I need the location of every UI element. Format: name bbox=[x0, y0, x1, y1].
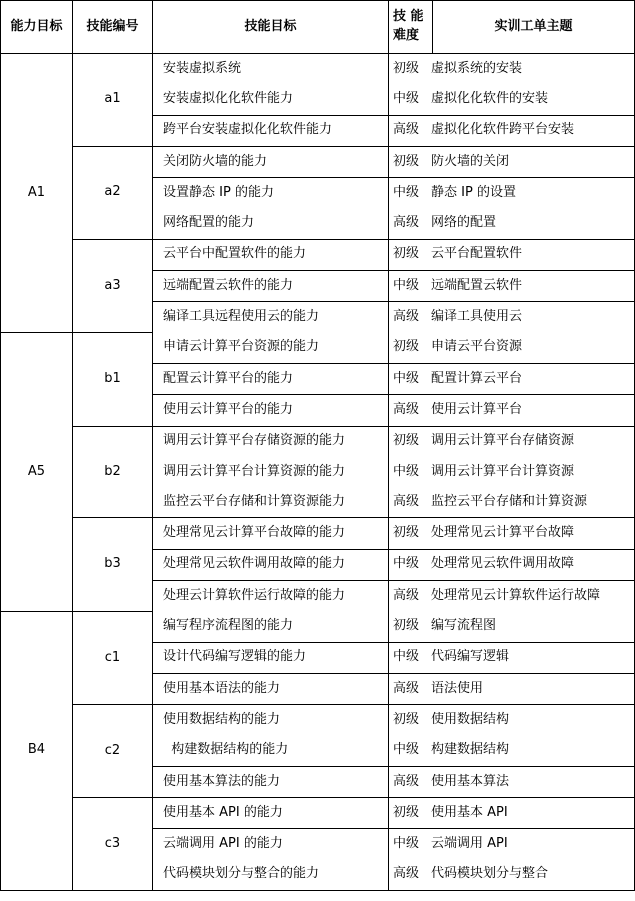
goal-cell: 使用基本算法的能力 bbox=[153, 766, 389, 797]
level-topic-cell bbox=[389, 549, 635, 580]
code-cell: a2 bbox=[73, 146, 153, 239]
topic-text: 虚拟系统的安装 bbox=[431, 60, 523, 76]
table-row bbox=[1, 146, 635, 177]
code-cell: b2 bbox=[73, 426, 153, 518]
topic-text: 调用云计算平台计算资源 bbox=[431, 463, 575, 479]
goal-cell: 使用基本语法的能力 bbox=[153, 673, 389, 704]
level-topic-cell bbox=[389, 54, 635, 85]
table-row bbox=[1, 54, 635, 85]
goal-cell: 调用云计算平台存储资源的能力 bbox=[153, 426, 389, 457]
level-topic-cell bbox=[389, 395, 635, 426]
goal-cell: 申请云计算平台资源的能力 bbox=[153, 333, 389, 364]
level-text: 初级 bbox=[393, 711, 420, 727]
topic-text: 使用云计算平台 bbox=[431, 401, 523, 417]
table-row bbox=[1, 239, 635, 270]
goal-cell: 配置云计算平台的能力 bbox=[153, 363, 389, 394]
topic-text: 静态 IP 的设置 bbox=[431, 184, 516, 200]
goal-cell: 云平台中配置软件的能力 bbox=[153, 239, 389, 270]
ability-cell: A1 bbox=[1, 54, 73, 333]
level-text: 中级 bbox=[393, 742, 420, 758]
topic-text: 云端调用 API bbox=[431, 836, 508, 852]
table-row bbox=[1, 611, 635, 642]
goal-cell: 处理云计算软件运行故障的能力 bbox=[153, 581, 389, 612]
topic-text: 监控云平台存储和计算资源 bbox=[431, 493, 588, 509]
topic-text: 虚拟化化软件的安装 bbox=[431, 90, 549, 106]
level-text: 中级 bbox=[393, 90, 420, 106]
level-text: 高级 bbox=[393, 122, 420, 138]
level-text: 高级 bbox=[393, 215, 420, 231]
goal-cell: 网络配置的能力 bbox=[153, 208, 389, 239]
level-text: 中级 bbox=[393, 649, 420, 665]
goal-cell: 安装虚拟化化软件能力 bbox=[153, 84, 389, 115]
level-topic-cell bbox=[389, 457, 635, 487]
goal-cell: 安装虚拟系统 bbox=[153, 54, 389, 85]
level-topic-cell bbox=[389, 487, 635, 518]
topic-text: 代码编写逻辑 bbox=[431, 649, 510, 665]
level-text: 中级 bbox=[393, 184, 420, 200]
goal-cell: 监控云平台存储和计算资源能力 bbox=[153, 487, 389, 518]
level-topic-cell bbox=[389, 84, 635, 115]
level-text: 高级 bbox=[393, 401, 420, 417]
header-difficulty-line1: 技 能 bbox=[393, 9, 424, 25]
level-text: 高级 bbox=[393, 773, 420, 789]
level-topic-cell bbox=[389, 798, 635, 829]
header-difficulty-line2: 难度 bbox=[393, 28, 420, 43]
table-row bbox=[1, 705, 635, 736]
level-topic-cell bbox=[389, 766, 635, 797]
header-difficulty bbox=[389, 1, 433, 54]
level-topic-cell bbox=[389, 705, 635, 736]
topic-text: 编译工具使用云 bbox=[431, 309, 523, 325]
level-topic-cell bbox=[389, 642, 635, 673]
level-text: 初级 bbox=[393, 339, 420, 355]
topic-text: 处理常见云计算软件运行故障 bbox=[431, 587, 601, 603]
level-topic-cell bbox=[389, 178, 635, 209]
level-text: 初级 bbox=[393, 433, 420, 449]
level-topic-cell bbox=[389, 426, 635, 457]
goal-cell: 编写程序流程图的能力 bbox=[153, 611, 389, 642]
level-text: 初级 bbox=[393, 60, 420, 76]
level-text: 高级 bbox=[393, 680, 420, 696]
level-topic-cell bbox=[389, 239, 635, 270]
topic-text: 处理常见云计算平台故障 bbox=[431, 525, 575, 541]
code-cell: a3 bbox=[73, 239, 153, 332]
topic-text: 调用云计算平台存储资源 bbox=[431, 433, 575, 449]
level-topic-cell bbox=[389, 333, 635, 364]
level-topic-cell bbox=[389, 302, 635, 333]
level-text: 中级 bbox=[393, 463, 420, 479]
header-ability: 能力目标 bbox=[1, 1, 73, 54]
topic-text: 配置计算云平台 bbox=[431, 370, 523, 386]
topic-text: 代码模块划分与整合 bbox=[431, 866, 549, 882]
topic-text: 网络的配置 bbox=[431, 215, 497, 231]
header-code: 技能编号 bbox=[73, 1, 153, 54]
level-text: 中级 bbox=[393, 556, 420, 572]
level-text: 高级 bbox=[393, 587, 420, 603]
level-text: 初级 bbox=[393, 804, 420, 820]
level-text: 中级 bbox=[393, 836, 420, 852]
goal-cell: 编译工具远程使用云的能力 bbox=[153, 302, 389, 333]
goal-cell: 使用数据结构的能力 bbox=[153, 705, 389, 736]
level-topic-cell bbox=[389, 611, 635, 642]
code-cell: c3 bbox=[73, 798, 153, 891]
ability-cell: B4 bbox=[1, 611, 73, 890]
level-text: 初级 bbox=[393, 618, 420, 634]
header-goal: 技能目标 bbox=[153, 1, 389, 54]
topic-text: 虚拟化化软件跨平台安装 bbox=[431, 122, 575, 138]
topic-text: 语法使用 bbox=[431, 680, 484, 696]
level-topic-cell bbox=[389, 829, 635, 860]
level-text: 高级 bbox=[393, 309, 420, 325]
level-topic-cell bbox=[389, 518, 635, 549]
level-topic-cell bbox=[389, 146, 635, 177]
goal-cell: 代码模块划分与整合的能力 bbox=[153, 860, 389, 891]
topic-text: 使用数据结构 bbox=[431, 711, 510, 727]
level-text: 中级 bbox=[393, 277, 420, 293]
topic-text: 云平台配置软件 bbox=[431, 246, 523, 262]
goal-cell: 设置静态 IP 的能力 bbox=[153, 178, 389, 209]
goal-cell: 使用云计算平台的能力 bbox=[153, 395, 389, 426]
goal-cell: 处理常见云计算平台故障的能力 bbox=[153, 518, 389, 549]
header-topic: 实训工单主题 bbox=[433, 1, 635, 54]
goal-cell: 云端调用 API 的能力 bbox=[153, 829, 389, 860]
header-row bbox=[1, 1, 635, 54]
ability-cell: A5 bbox=[1, 333, 73, 612]
level-topic-cell bbox=[389, 115, 635, 146]
level-text: 初级 bbox=[393, 246, 420, 262]
topic-text: 申请云平台资源 bbox=[431, 339, 523, 355]
code-cell: b3 bbox=[73, 518, 153, 611]
level-text: 高级 bbox=[393, 493, 420, 509]
code-cell: c2 bbox=[73, 705, 153, 798]
topic-text: 编写流程图 bbox=[431, 618, 497, 634]
level-text: 高级 bbox=[393, 866, 420, 882]
code-cell: c1 bbox=[73, 611, 153, 704]
level-topic-cell bbox=[389, 860, 635, 891]
level-text: 中级 bbox=[393, 370, 420, 386]
goal-cell: 使用基本 API 的能力 bbox=[153, 798, 389, 829]
goal-cell: 关闭防火墙的能力 bbox=[153, 146, 389, 177]
topic-text: 使用基本 API bbox=[431, 804, 508, 820]
table-row bbox=[1, 426, 635, 457]
topic-text: 远端配置云软件 bbox=[431, 277, 523, 293]
code-cell: b1 bbox=[73, 333, 153, 426]
topic-text: 处理常见云软件调用故障 bbox=[431, 556, 575, 572]
table-row bbox=[1, 798, 635, 829]
goal-cell: 处理常见云软件调用故障的能力 bbox=[153, 549, 389, 580]
level-topic-cell bbox=[389, 736, 635, 767]
goal-cell: 设计代码编写逻辑的能力 bbox=[153, 642, 389, 673]
level-topic-cell bbox=[389, 271, 635, 302]
level-text: 初级 bbox=[393, 525, 420, 541]
level-topic-cell bbox=[389, 208, 635, 239]
level-topic-cell bbox=[389, 363, 635, 394]
topic-text: 构建数据结构 bbox=[431, 742, 510, 758]
topic-text: 使用基本算法 bbox=[431, 773, 510, 789]
topic-text: 防火墙的关闭 bbox=[431, 153, 510, 169]
code-cell: a1 bbox=[73, 54, 153, 147]
goal-cell: 构建数据结构的能力 bbox=[153, 736, 389, 767]
goal-cell: 调用云计算平台计算资源的能力 bbox=[153, 457, 389, 487]
goal-cell: 跨平台安装虚拟化化软件能力 bbox=[153, 115, 389, 146]
level-topic-cell bbox=[389, 673, 635, 704]
table-row bbox=[1, 518, 635, 549]
level-topic-cell bbox=[389, 581, 635, 612]
table-body bbox=[1, 54, 635, 891]
level-text: 初级 bbox=[393, 153, 420, 169]
table-row bbox=[1, 333, 635, 364]
goal-cell: 远端配置云软件的能力 bbox=[153, 271, 389, 302]
